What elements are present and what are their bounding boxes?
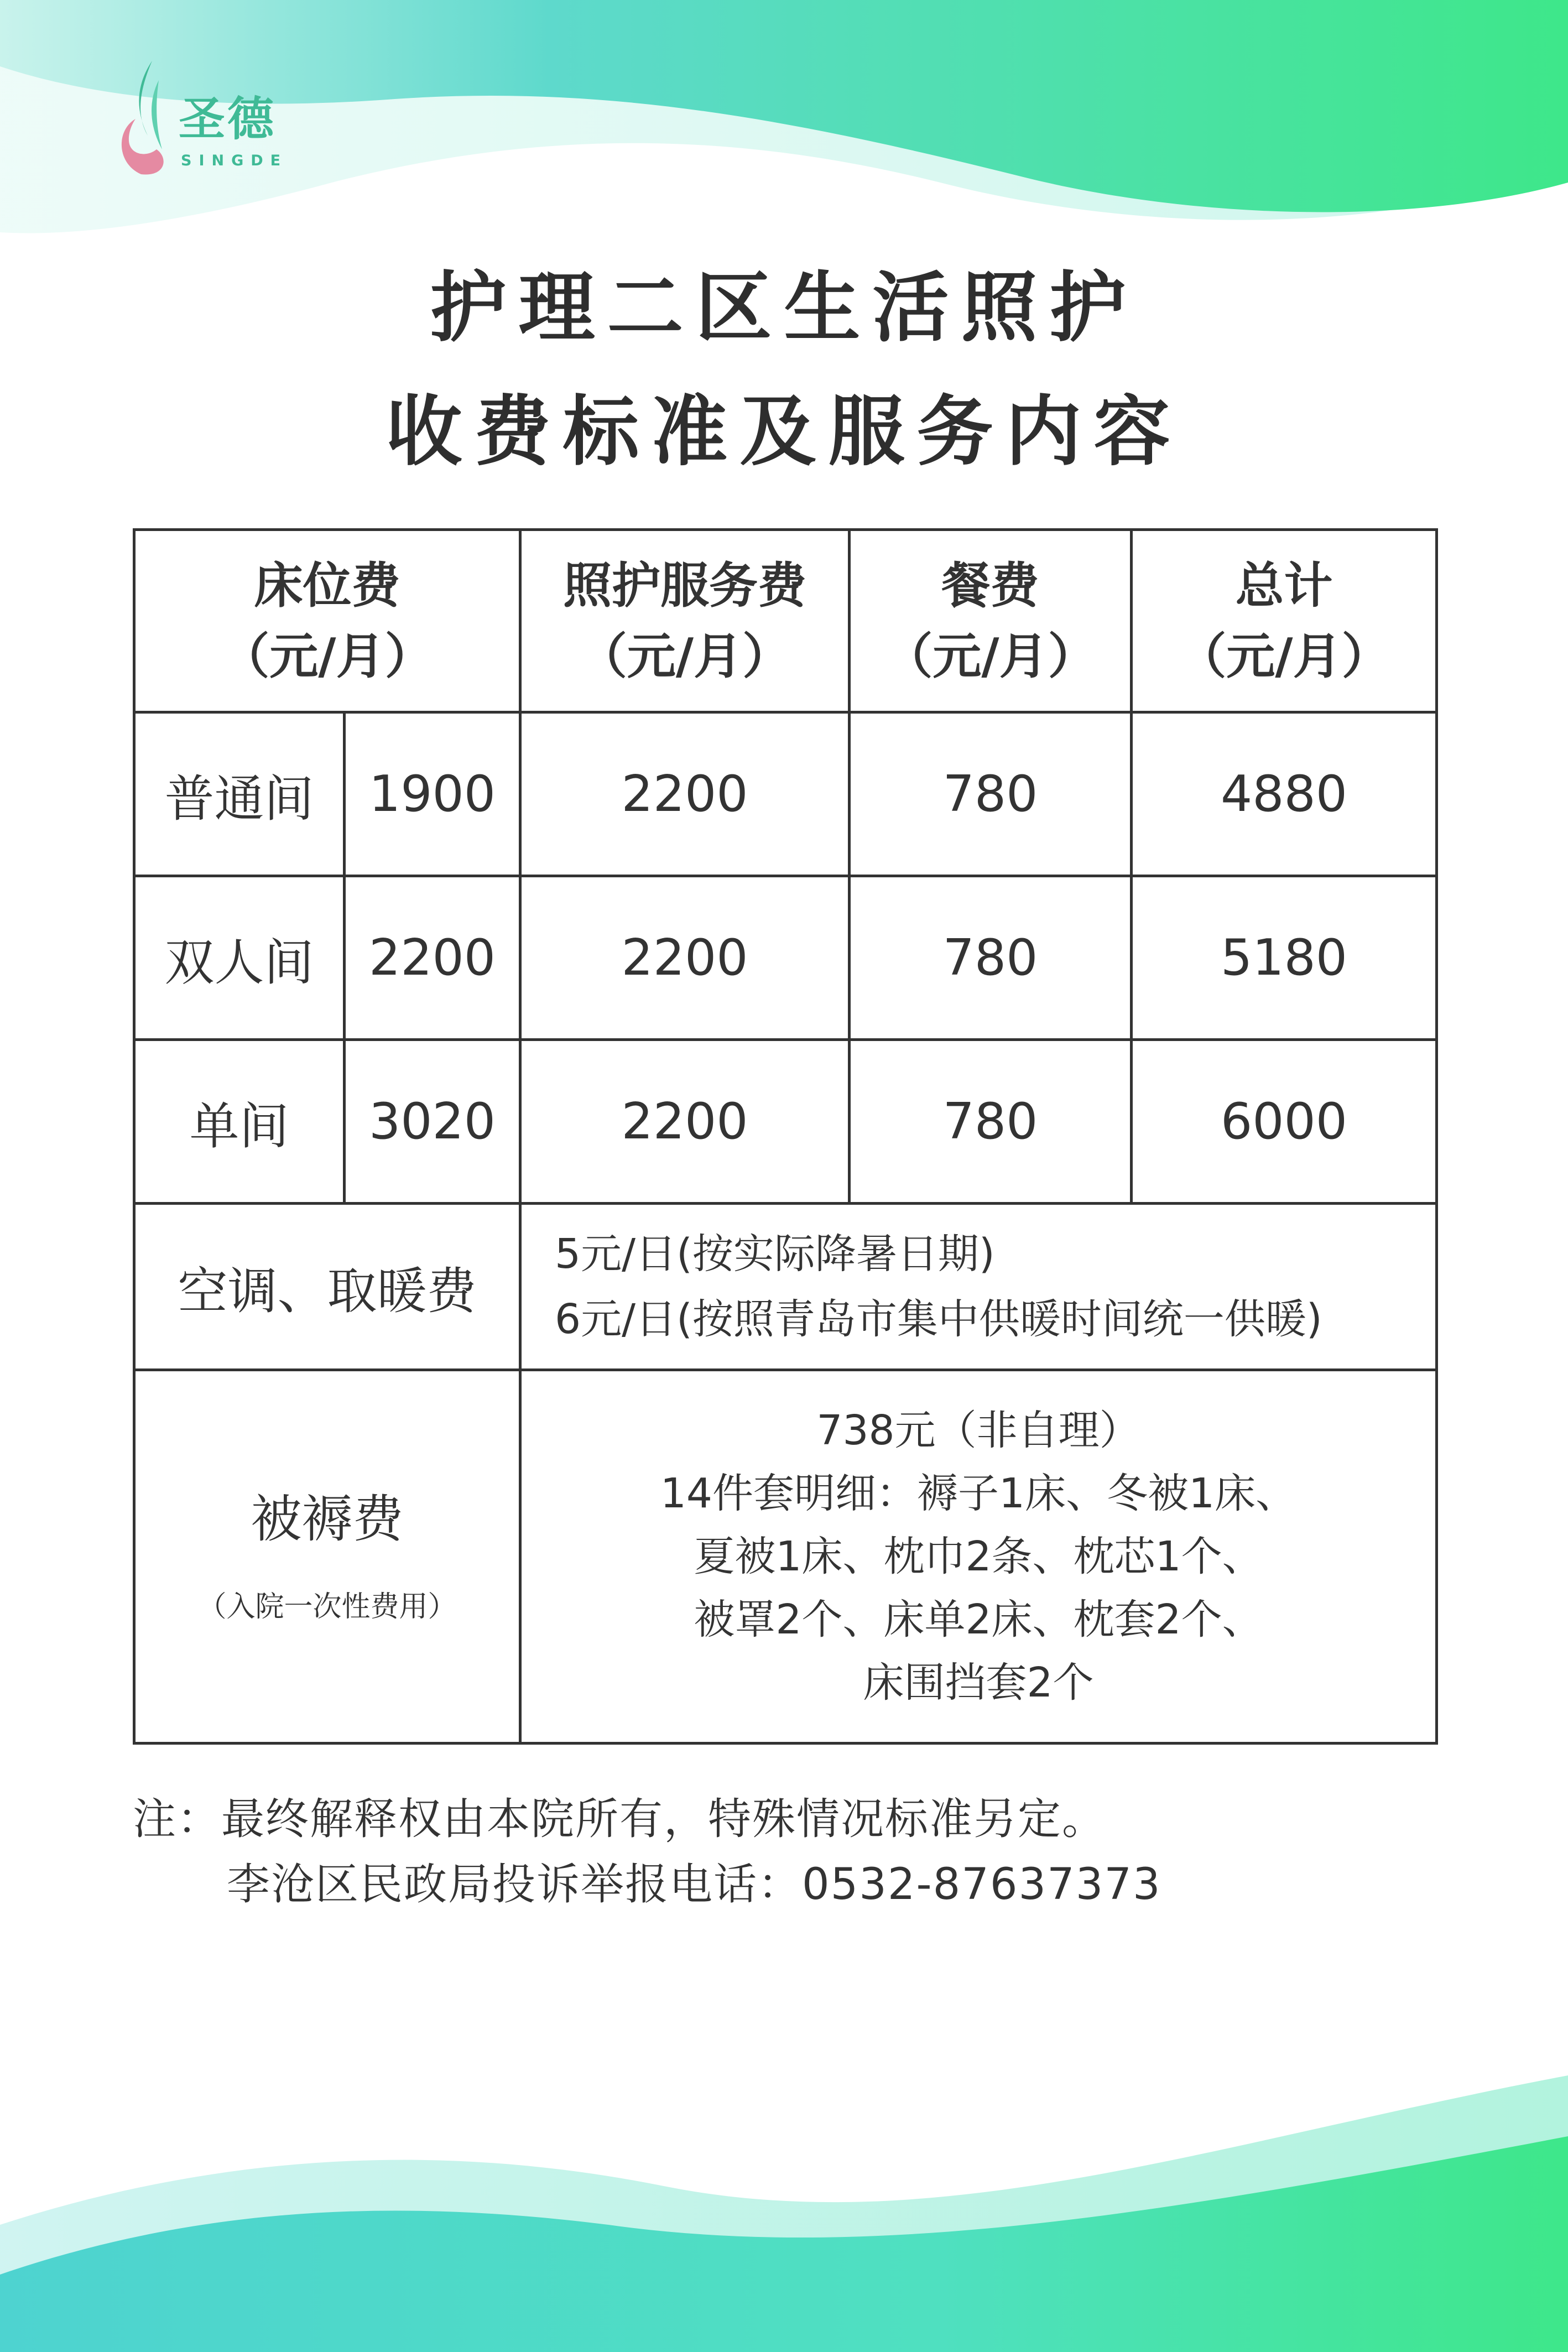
care-fee-cell: 2200 bbox=[520, 712, 850, 876]
page-title-line2: 收费标准及服务内容 bbox=[386, 387, 1182, 476]
table-row bbox=[134, 1040, 1437, 1204]
header-care-fee: 照护服务费 （元/月） bbox=[520, 530, 850, 712]
table-row bbox=[134, 876, 1437, 1040]
header-meal-fee: 餐费 （元/月） bbox=[850, 530, 1132, 712]
fee-table bbox=[133, 528, 1438, 1745]
bedding-price: 738元（非自理） bbox=[816, 1407, 1140, 1454]
bedding-detail-line: 床围挡套2个 bbox=[863, 1659, 1094, 1706]
table-row bbox=[134, 712, 1437, 876]
complaint-hotline: 李沧区民政局投诉举报电话：0532-87637373 bbox=[227, 1860, 1161, 1909]
brand-name-en: SINGDE bbox=[181, 152, 288, 169]
total-fee-cell: 5180 bbox=[1132, 876, 1437, 1040]
room-type-cell: 双人间 bbox=[134, 876, 345, 1040]
meal-fee-cell: 780 bbox=[850, 1040, 1132, 1204]
header-total: 总计 （元/月） bbox=[1132, 530, 1437, 712]
bed-fee-cell: 3020 bbox=[345, 1040, 520, 1204]
bedding-detail bbox=[520, 1370, 1437, 1744]
footnote bbox=[133, 1787, 1161, 1917]
ac-heating-detail bbox=[520, 1204, 1437, 1370]
ac-heating-label: 空调、取暖费 bbox=[134, 1204, 520, 1370]
meal-fee-cell: 780 bbox=[850, 712, 1132, 876]
bed-fee-cell: 2200 bbox=[345, 876, 520, 1040]
bedding-detail-line: 被罩2个、床单2床、枕套2个、 bbox=[694, 1596, 1263, 1643]
bedding-detail-line: 14件套明细：褥子1床、冬被1床、 bbox=[660, 1470, 1297, 1517]
page-title-line1: 护理二区生活照护 bbox=[430, 263, 1138, 352]
room-type-cell: 普通间 bbox=[134, 712, 345, 876]
bedding-label: 被褥费 bbox=[251, 1489, 404, 1549]
bed-fee-cell: 1900 bbox=[345, 712, 520, 876]
header-bed-fee: 床位费 （元/月） bbox=[134, 530, 520, 712]
room-type-cell: 单间 bbox=[134, 1040, 345, 1204]
footnote-line1: 注：最终解释权由本院所有，特殊情况标准另定。 bbox=[133, 1794, 1107, 1844]
leaf-logo-icon bbox=[113, 58, 174, 177]
heating-fee-line: 6元/日(按照青岛市集中供暖时间统一供暖) bbox=[555, 1295, 1322, 1343]
brand-name-cn: 圣德 bbox=[179, 92, 277, 146]
care-fee-cell: 2200 bbox=[520, 876, 850, 1040]
care-fee-cell: 2200 bbox=[520, 1040, 850, 1204]
bottom-wave-decoration bbox=[0, 2042, 1568, 2352]
ac-heating-row bbox=[134, 1204, 1437, 1370]
total-fee-cell: 4880 bbox=[1132, 712, 1437, 876]
ac-fee-line: 5元/日(按实际降暑日期) bbox=[555, 1230, 995, 1278]
bedding-sublabel: （入院一次性费用） bbox=[197, 1590, 457, 1623]
bedding-detail-line: 夏被1床、枕巾2条、枕芯1个、 bbox=[694, 1533, 1263, 1580]
meal-fee-cell: 780 bbox=[850, 876, 1132, 1040]
brand-logo bbox=[113, 58, 296, 180]
total-fee-cell: 6000 bbox=[1132, 1040, 1437, 1204]
table-header-row bbox=[134, 530, 1437, 712]
bedding-label-cell bbox=[134, 1370, 520, 1744]
bedding-row bbox=[134, 1370, 1437, 1744]
